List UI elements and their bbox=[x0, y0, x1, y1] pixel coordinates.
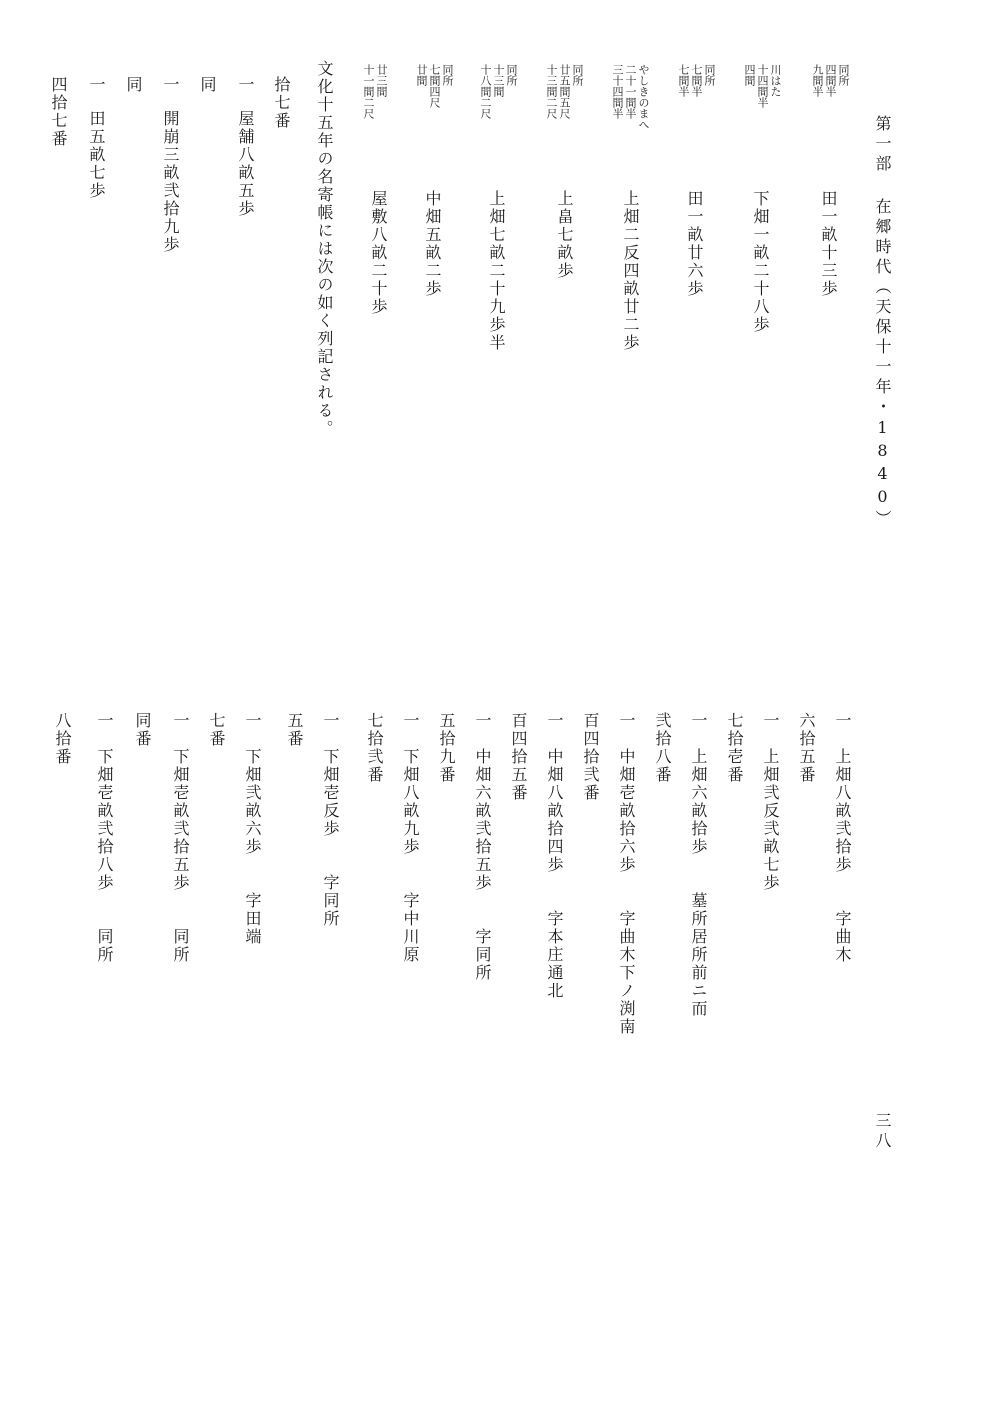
entry-note: 十三間二尺 bbox=[545, 64, 558, 119]
list-item: 同 bbox=[198, 76, 217, 94]
entry-note: 七間半 bbox=[690, 64, 703, 97]
entry-note: 同所 bbox=[505, 64, 518, 86]
entry-text: 下畑一畝二十八歩 bbox=[751, 190, 770, 334]
running-title: 第一部 在郷時代（天保十一年・1840） bbox=[873, 115, 892, 530]
list-item: 開崩三畝弐拾九歩 bbox=[161, 110, 180, 254]
entry-text: 上畑二反四畝廿二歩 bbox=[621, 190, 640, 352]
ledger-column: 同番 bbox=[133, 712, 152, 748]
entry-note: 十四間半 bbox=[756, 64, 769, 108]
entry-note: 同所 bbox=[703, 64, 716, 86]
entry-note: やしきのまへ bbox=[637, 64, 650, 130]
ledger-column: 一 上畑八畝弐拾歩 字曲木 bbox=[833, 712, 852, 964]
ledger-column: 一 下畑壱反歩 字同所 bbox=[321, 712, 340, 928]
entry-text: 上畠七畝歩 bbox=[555, 190, 574, 280]
ledger-column: 六拾五番 bbox=[797, 712, 816, 784]
entry-note: 廿三間 bbox=[375, 64, 388, 97]
entry-note: 七間半 bbox=[677, 64, 690, 97]
entry-note: 七間四尺 bbox=[428, 64, 441, 108]
entry-note: 十三間 bbox=[492, 64, 505, 97]
entry-note: 廿間 bbox=[415, 64, 428, 86]
entry-note: 二十一間半 bbox=[624, 64, 637, 119]
ledger-column: 百四拾弐番 bbox=[581, 712, 600, 802]
list-item: 田五畝七歩 bbox=[87, 110, 106, 200]
entry-note: 九間半 bbox=[811, 64, 824, 97]
ledger-column: 一 中畑六畝弐拾五歩 字同所 bbox=[473, 712, 492, 982]
entry-note: 十八間二尺 bbox=[479, 64, 492, 119]
list-item: 拾七番 bbox=[272, 76, 291, 130]
ledger-column: 一 下畑壱畝弐拾八歩 同所 bbox=[95, 712, 114, 964]
entry-note: 十一間二尺 bbox=[362, 64, 375, 119]
page-number: 三八 bbox=[873, 1112, 892, 1152]
entry-text: 田一畝十三歩 bbox=[819, 190, 838, 298]
ledger-column: 七拾壱番 bbox=[725, 712, 744, 784]
entry-note: 同所 bbox=[441, 64, 454, 86]
ledger-column: 一 中畑壱畝拾六歩 字曲木下ノ渕南 bbox=[617, 712, 636, 1036]
ledger-column: 一 中畑八畝拾四歩 字本庄通北 bbox=[545, 712, 564, 1000]
entry-text: 田一畝廿六歩 bbox=[685, 190, 704, 298]
list-item-mark: 一 bbox=[236, 76, 255, 94]
entry-note: 川はた bbox=[769, 64, 782, 97]
ledger-column: 一 下畑八畝九歩 字中川原 bbox=[401, 712, 420, 964]
entry-text: 上畑七畝二十九歩半 bbox=[487, 190, 506, 352]
entry-note: 廿五間五尺 bbox=[558, 64, 571, 119]
ledger-column: 七番 bbox=[207, 712, 226, 748]
entry-note: 四間 bbox=[743, 64, 756, 86]
list-item: 屋舗八畝五歩 bbox=[236, 110, 255, 218]
list-item-mark: 一 bbox=[161, 76, 180, 94]
entry-text: 中畑五畝二歩 bbox=[423, 190, 442, 298]
ledger-column: 五番 bbox=[285, 712, 304, 748]
entry-text: 屋敷八畝二十歩 bbox=[369, 190, 388, 316]
entry-note: 四間半 bbox=[824, 64, 837, 97]
ledger-column: 一 下畑弐畝六歩 字田端 bbox=[243, 712, 262, 946]
intro-text: 文化十五年の名寄帳には次の如く列記される。 bbox=[315, 60, 334, 438]
ledger-column: 一 下畑壱畝弐拾五歩 同所 bbox=[171, 712, 190, 964]
ledger-column: 一 上畑弐反弐畝七歩 bbox=[761, 712, 780, 892]
ledger-column: 五拾九番 bbox=[437, 712, 456, 784]
list-item: 同 bbox=[124, 76, 143, 94]
ledger-column: 七拾弐番 bbox=[365, 712, 384, 784]
list-item: 四拾七番 bbox=[49, 76, 68, 148]
entry-note: 同所 bbox=[837, 64, 850, 86]
ledger-column: 八拾番 bbox=[53, 712, 72, 766]
ledger-column: 一 上畑六畝拾歩 墓所居所前ニ而 bbox=[689, 712, 708, 1018]
entry-note: 同所 bbox=[571, 64, 584, 86]
ledger-column: 百四拾五番 bbox=[509, 712, 528, 802]
entry-note: 三十四間半 bbox=[611, 64, 624, 119]
ledger-column: 弐拾八番 bbox=[653, 712, 672, 784]
list-item-mark: 一 bbox=[87, 76, 106, 94]
